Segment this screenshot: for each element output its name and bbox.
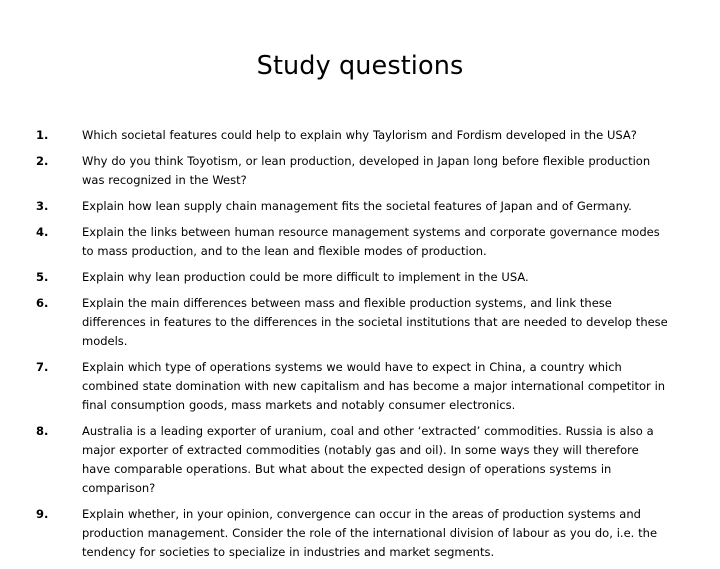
list-item-number: 4. [36,225,49,239]
list-item-text: Explain why lean production could be more difficult to implement in the USA. [82,270,529,284]
list-item-text: Explain which type of operations systems we would have to expect in China, a country which combined state domination with new capitalism and has become a major international competitor in final consumption goods, mass markets and notably consumer electronics. [82,360,666,412]
list-item-number: 5. [36,270,49,284]
list-item-number: 9. [36,507,49,521]
list-item [36,422,684,498]
list-item [36,294,684,351]
list-item [36,152,684,190]
list-item [36,223,684,261]
list-item [36,197,684,216]
study-questions-list [36,126,684,569]
list-item-text: Explain how lean supply chain management fits the societal features of Japan and of Germany. [82,199,632,213]
list-item-number: 2. [36,154,49,168]
list-item-text: Explain the links between human resource management systems and corporate governance modes to mass production, and to the lean and flexible modes of production. [82,225,660,258]
list-item [36,505,684,562]
list-item [36,126,684,145]
list-item-text: Australia is a leading exporter of uranium, coal and other ‘extracted’ commodities. Russia is also a major exporter of extracted commodities (notably gas and oil). In some ways they will therefore have comparable operations. But what about the expected design of operations systems in comparison? [82,424,654,495]
list-item-text: Explain the main differences between mass and flexible production systems, and link these differences in features to the differences in the societal institutions that are needed to develop these models. [82,296,668,348]
list-item [36,358,684,415]
list-item-number: 8. [36,424,49,438]
list-item-number: 3. [36,199,49,213]
list-item-text: Why do you think Toyotism, or lean production, developed in Japan long before flexible production was recognized in the West? [82,154,651,187]
list-item [36,268,684,287]
list-item-number: 1. [36,128,49,142]
page-title: Study questions [256,51,464,81]
list-item-number: 6. [36,296,49,310]
list-item-number: 7. [36,360,49,374]
list-item-text: Explain whether, in your opinion, convergence can occur in the areas of production systems and production management. Consider the role of the international division of labour as you do, i.e. the tendency for societies to specialize in industries and market segments. [82,507,658,559]
list-item-text: Which societal features could help to explain why Taylorism and Fordism developed in the USA? [82,128,637,142]
